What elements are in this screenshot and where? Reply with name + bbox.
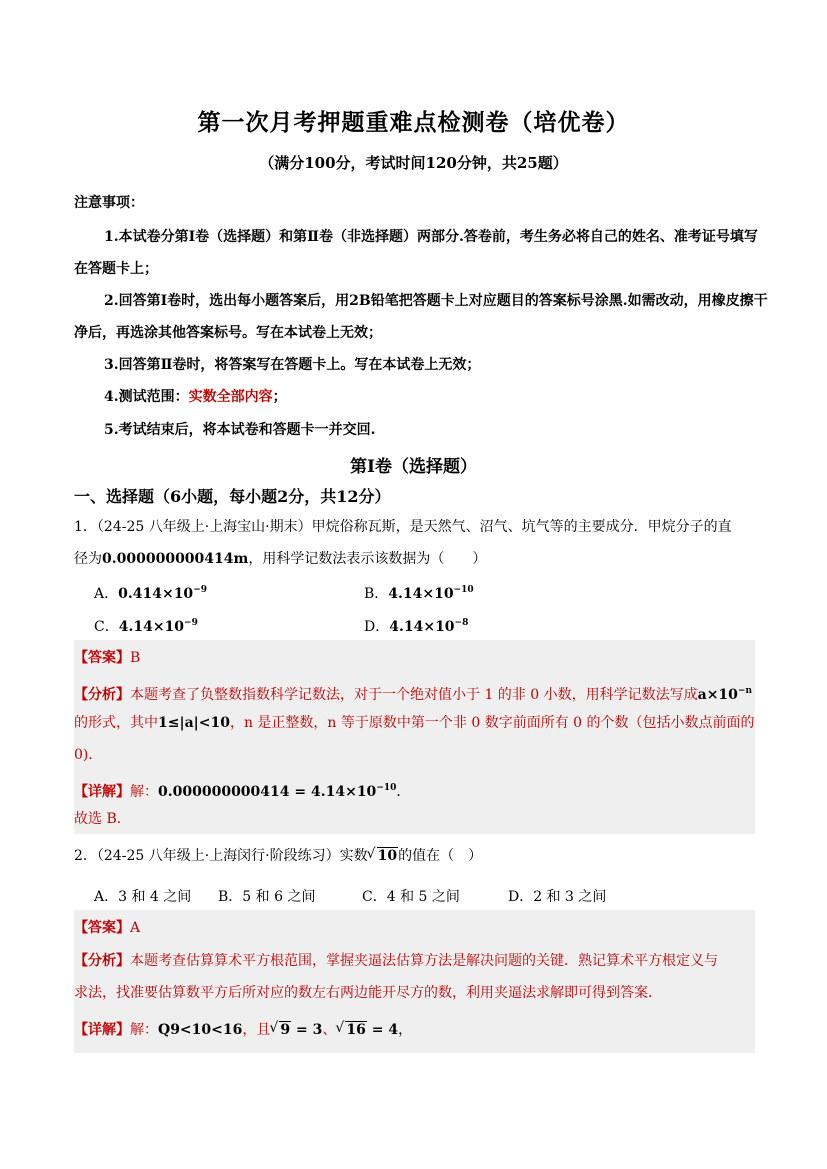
question-1-line-2-end: ，用科学记数法表示该数据为（ ） bbox=[248, 551, 487, 567]
q1-option-d-base: 4.14×10 bbox=[389, 619, 455, 635]
q2-detail bbox=[74, 1014, 755, 1047]
q1-option-b-label: B． bbox=[364, 586, 389, 602]
q2-option-b bbox=[218, 886, 315, 906]
q2-option-d-text: 2 和 3 之间 bbox=[533, 889, 607, 905]
q2-option-c-text: 4 和 5 之间 bbox=[386, 889, 460, 905]
note-4-end: ； bbox=[272, 389, 287, 405]
q1-detail-end: ． bbox=[396, 784, 411, 800]
q2-detail-sep: 、 bbox=[322, 1022, 337, 1038]
q1-option-d-label: D． bbox=[364, 619, 390, 635]
q1-option-a bbox=[94, 583, 207, 603]
q1-detail-prefix: 解： bbox=[130, 784, 158, 800]
section-title: 第Ⅰ卷（选择题） bbox=[350, 457, 477, 477]
note-5-line: 5.考试结束后，将本试卷和答题卡一并交回. bbox=[104, 422, 376, 438]
q1-answer bbox=[74, 642, 755, 675]
q2-detail-end: ， bbox=[398, 1022, 413, 1038]
q1-option-a-base: 0.414×10 bbox=[118, 586, 194, 602]
q2-detail-and: ，且 bbox=[242, 1022, 271, 1038]
page-subtitle: （满分100分，考试时间120分钟，共25题） bbox=[259, 154, 568, 172]
question-2-text-end: 的值在（ ） bbox=[398, 848, 483, 864]
sqrt-10 bbox=[368, 840, 398, 872]
q1-option-a-exp: −9 bbox=[193, 585, 207, 595]
sqrt-10-radicand: 10 bbox=[377, 848, 398, 864]
q2-analysis-tag: 【分析】 bbox=[74, 953, 130, 969]
q2-detail-inequality: Q9<10<16 bbox=[158, 1022, 243, 1038]
q2-analysis-line-1 bbox=[74, 945, 755, 978]
sqrt-9 bbox=[270, 1014, 291, 1047]
q1-analysis-text-2a: 的形式，其中 bbox=[74, 715, 158, 731]
sqrt-9-radicand: 9 bbox=[280, 1022, 291, 1038]
part-title: 一、选择题（6小题，每小题2分，共12分） bbox=[74, 487, 391, 506]
q1-analysis-exp-1: −n bbox=[737, 686, 753, 696]
q1-detail-exp: −10 bbox=[376, 783, 397, 793]
q2-option-c bbox=[362, 886, 460, 906]
q1-answer-tag: 【答案】 bbox=[74, 650, 130, 666]
q2-option-d bbox=[508, 886, 606, 906]
question-1-line-2-start: 径为 bbox=[74, 551, 102, 567]
question-1-line-1: 1．（24-25 八年级上·上海宝山·期末）甲烷俗称瓦斯，是天然气、沼气、坑气等的主要成分．甲烷分子的直 bbox=[74, 519, 732, 535]
notes-heading: 注意事项： bbox=[74, 195, 144, 211]
sqrt-16 bbox=[336, 1014, 366, 1047]
note-2-line-2: 净后，再选涂其他答案标号。写在本试卷上无效； bbox=[74, 325, 382, 341]
page-title: 第一次月考押题重难点检测卷（培优卷） bbox=[197, 109, 630, 136]
note-3 bbox=[74, 349, 794, 381]
sqrt-16-radicand: 16 bbox=[346, 1022, 366, 1038]
q2-answer-tag: 【答案】 bbox=[74, 920, 130, 936]
q1-analysis-math-2: 1≤|a|<10 bbox=[158, 715, 230, 731]
q1-analysis-math-1: a×10 bbox=[697, 687, 738, 703]
q2-option-b-label: B． bbox=[218, 889, 243, 905]
q2-analysis-text-1: 本题考查估算算术平方根范围，掌握夹逼法估算方法是解决问题的关键．熟记算术平方根定义与 bbox=[130, 953, 718, 969]
q2-option-d-label: D． bbox=[508, 889, 534, 905]
test-scope: 实数全部内容 bbox=[188, 389, 273, 405]
q2-option-a bbox=[94, 886, 191, 906]
question-2-stem bbox=[74, 840, 764, 872]
q2-detail-eq-2: = 4 bbox=[366, 1022, 399, 1038]
q1-analysis-text-1: 本题考查了负整数指数科学记数法，对于一个绝对值小于 1 的非 0 小数，用科学记数法写成 bbox=[130, 687, 698, 703]
q2-option-a-text: 3 和 4 之间 bbox=[118, 889, 192, 905]
note-2 bbox=[74, 285, 794, 349]
q2-option-c-label: C． bbox=[362, 889, 387, 905]
q1-detail-tag: 【详解】 bbox=[74, 784, 130, 800]
q1-detail-math: 0.000000000414 = 4.14×10 bbox=[158, 784, 377, 800]
note-2-line-1: 2.回答第Ⅰ卷时，选出每小题答案后，用2B铅笔把答题卡上对应题目的答案标号涂黑.如需改动，用橡皮擦干 bbox=[104, 293, 768, 309]
q2-option-a-label: A． bbox=[94, 889, 119, 905]
q1-analysis-tag: 【分析】 bbox=[74, 687, 130, 703]
q2-answer bbox=[74, 912, 755, 945]
q1-analysis-text-2b: ，n 是正整数，n 等于原数中第一个非 0 数字前面所有 0 的个数（包括小数点前面的 bbox=[229, 715, 755, 731]
q1-option-c-label: C． bbox=[94, 619, 119, 635]
q1-conclusion: 故选 B． bbox=[74, 811, 131, 827]
note-4 bbox=[74, 381, 794, 413]
methane-diameter: 0.000000000414m bbox=[102, 551, 249, 567]
q2-detail-eq-1: = 3 bbox=[291, 1022, 323, 1038]
q2-detail-prefix: 解： bbox=[130, 1022, 158, 1038]
q1-option-c-exp: −9 bbox=[184, 618, 198, 628]
q2-analysis-line-2: 求法，找准要估算数平方后所对应的数左右两边能开尽方的数，利用夹逼法求解即可得到答案． bbox=[74, 985, 662, 1001]
q1-analysis-line-2 bbox=[74, 707, 755, 740]
note-4-label: 4.测试范围： bbox=[104, 389, 189, 405]
q1-answer-value: B bbox=[130, 650, 141, 666]
q2-answer-box bbox=[74, 910, 755, 1053]
question-1-stem bbox=[74, 511, 764, 575]
note-3-line: 3.回答第Ⅱ卷时，将答案写在答题卡上。写在本试卷上无效； bbox=[104, 357, 481, 373]
q1-option-a-label: A． bbox=[94, 586, 119, 602]
q1-option-d-exp: −8 bbox=[454, 618, 469, 628]
q2-answer-value: A bbox=[130, 920, 141, 936]
q1-analysis-line-3: 0)． bbox=[74, 747, 103, 763]
q1-option-c bbox=[94, 616, 198, 636]
q1-answer-box bbox=[74, 640, 755, 834]
note-1-line-2: 在答题卡上； bbox=[74, 261, 158, 277]
q2-detail-tag: 【详解】 bbox=[74, 1022, 130, 1038]
q1-option-b bbox=[364, 583, 474, 603]
q2-option-b-text: 5 和 6 之间 bbox=[242, 889, 316, 905]
question-2-text-start: 2．（24-25 八年级上·上海闵行·阶段练习）实数 bbox=[74, 848, 368, 864]
note-1 bbox=[74, 221, 794, 285]
q1-option-c-base: 4.14×10 bbox=[118, 619, 185, 635]
q1-option-d bbox=[364, 616, 468, 636]
note-5 bbox=[74, 414, 794, 446]
note-1-line-1: 1.本试卷分第Ⅰ卷（选择题）和第Ⅱ卷（非选择题）两部分.答卷前，考生务必将自己的姓名、准考证号填写 bbox=[104, 229, 758, 245]
q1-option-b-exp: −10 bbox=[453, 585, 474, 595]
q1-option-b-base: 4.14×10 bbox=[388, 586, 454, 602]
